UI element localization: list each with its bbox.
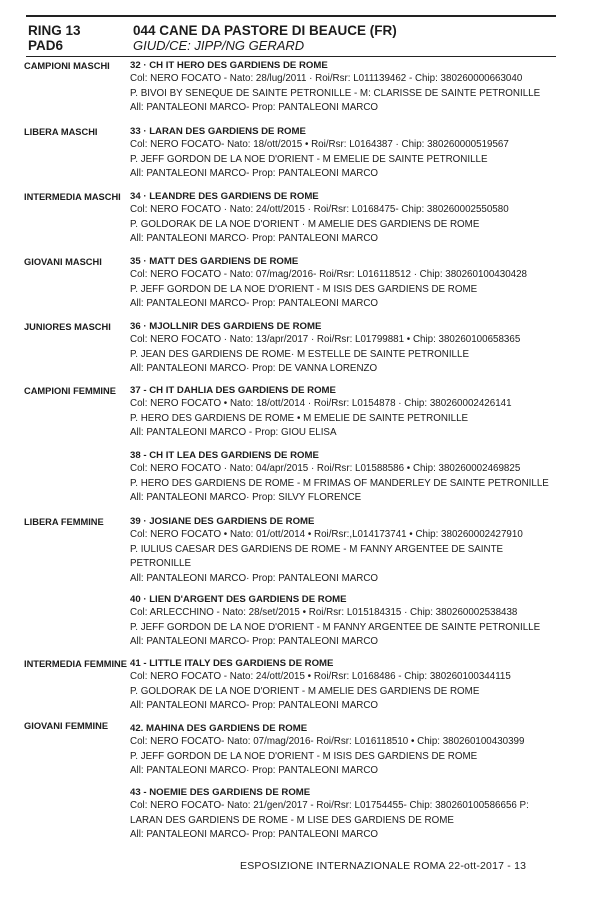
entry-owner: All: PANTALEONI MARCO· Prop: DE VANNA LORENZO xyxy=(130,363,378,374)
judge-name: GIUD/CE: JIPP/NG GERARD xyxy=(133,38,305,53)
entry-details: Col: NERO FOCATO- Nato: 07/mag/2016- Roi/Rsr: L016118510 • Chip: 380260100430399 xyxy=(130,736,525,747)
entry-37 xyxy=(130,385,570,441)
entry-details: Col: NERO FOCATO - Nato: 07/mag/2016- Roi/Rsr: L016118512 · Chip: 380260100430428 xyxy=(130,269,527,280)
category-libera-femmine: LIBERA FEMMINE xyxy=(24,517,104,527)
ring-number: RING 13 xyxy=(28,23,81,38)
entry-title: 35 · MATT DES GARDIENS DE ROME xyxy=(130,256,299,267)
entry-39 xyxy=(130,516,570,586)
category-campioni-femmine: CAMPIONI FEMMINE xyxy=(24,386,116,396)
header-rule xyxy=(26,56,556,57)
entry-parents: P. GOLDORAK DE LA NOE D'ORIENT · M AMELIE DES GARDIENS DE ROME xyxy=(130,218,480,230)
category-campioni-maschi: CAMPIONI MASCHI xyxy=(24,61,110,71)
entry-title: 33 · LARAN DES GARDIENS DE ROME xyxy=(130,126,306,137)
entry-42 xyxy=(130,723,570,779)
entry-details: Col: NERO FOCATO · Nato: 13/apr/2017 · Roi/Rsr: L01799881 • Chip: 380260100658365 xyxy=(130,334,521,345)
category-giovani-maschi: GIOVANI MASCHI xyxy=(24,257,102,267)
entry-33 xyxy=(130,126,570,182)
entry-details: Col: ARLECCHINO - Nato: 28/set/2015 • Roi/Rsr: L015184315 · Chip: 380260002538438 xyxy=(130,607,518,618)
entry-details: Col: NERO FOCATO - Nato: 24/ott/2015 • Roi/Rsr: L0168486 - Chip: 380260100344115 xyxy=(130,671,511,682)
entry-details: Col: NERO FOCATO- Nato: 21/gen/2017 - Roi/Rsr: L01754455- Chip: 380260100586656 P: xyxy=(130,800,529,811)
entry-32 xyxy=(130,60,570,116)
entry-owner: All: PANTALEONI MARCO· Prop: PANTALEONI MARCO xyxy=(130,765,379,776)
entry-title: 34 · LEANDRE DES GARDIENS DE ROME xyxy=(130,191,319,202)
entry-parents: P. JEFF GORDON DE LA NOE D'ORIENT - M EMELIE DE SAINTE PETRONILLE xyxy=(130,153,488,165)
entry-owner: All: PANTALEONI MARCO- Prop: PANTALEONI MARCO xyxy=(130,700,379,711)
entry-36 xyxy=(130,321,570,377)
entry-parents: P. JEAN DES GARDIENS DE ROME· M ESTELLE DE SAINTE PETRONILLE xyxy=(130,348,469,360)
entry-43 xyxy=(130,787,570,843)
entry-38 xyxy=(130,450,570,506)
entry-parents: P. BIVOI BY SENEQUE DE SAINTE PETRONILLE - M: CLARISSE DE SAINTE PETRONILLE xyxy=(130,87,541,99)
category-libera-maschi: LIBERA MASCHI xyxy=(24,127,98,137)
entry-parents: P. HERO DES GARDIENS DE ROME - M FRIMAS OF MANDERLEY DE SAINTE PETRONILLE xyxy=(130,477,549,489)
entry-owner: All: PANTALEONI MARCO- Prop: PANTALEONI MARCO xyxy=(130,102,379,113)
entry-details: Col: NERO FOCATO · Nato: 24/ott/2015 · Roi/Rsr: L0168475- Chip: 380260002550580 xyxy=(130,204,509,215)
entry-title: 36 · MJOLLNIR DES GARDIENS DE ROME xyxy=(130,321,322,332)
entry-title: 43 - NOEMIE DES GARDIENS DE ROME xyxy=(130,787,311,798)
category-intermedia-femmine: INTERMEDIA FEMMINE xyxy=(24,659,127,669)
entry-title: 42. MAHINA DES GARDIENS DE ROME xyxy=(130,723,308,734)
entry-title: 39 · JOSIANE DES GARDIENS DE ROME xyxy=(130,516,315,527)
entry-owner: All: PANTALEONI MARCO- Prop: PANTALEONI MARCO xyxy=(130,298,379,309)
entry-title: 40 · LIEN D'ARGENT DES GARDIENS DE ROME xyxy=(130,594,347,605)
entry-details: Col: NERO FOCATO- Nato: 18/ott/2015 • Roi/Rsr: L0164387 · Chip: 380260000519567 xyxy=(130,139,509,150)
entry-details: Col: NERO FOCATO · Nato: 04/apr/2015 · Roi/Rsr: L01588586 • Chip: 380260002469825 xyxy=(130,463,521,474)
top-rule xyxy=(26,15,556,17)
entry-owner: All: PANTALEONI MARCO- Prop: PANTALEONI MARCO xyxy=(130,829,379,840)
entry-owner: All: PANTALEONI MARCO - Prop: GIOU ELISA xyxy=(130,427,337,438)
entry-owner: All: PANTALEONI MARCO- Prop: PANTALEONI MARCO xyxy=(130,636,379,647)
category-intermedia-maschi: INTERMEDIA MASCHI xyxy=(24,192,121,202)
entry-parents: P. GOLDORAK DE LA NOE D'ORIENT - M AMELIE DES GARDIENS DE ROME xyxy=(130,685,480,697)
entry-title: 38 - CH IT LEA DES GARDIENS DE ROME xyxy=(130,450,319,461)
entry-parents: P. HERO DES GARDIENS DE ROME • M EMELIE DE SAINTE PETRONILLE xyxy=(130,412,469,424)
entry-34 xyxy=(130,191,570,247)
breed-title: 044 CANE DA PASTORE DI BEAUCE (FR) xyxy=(133,23,397,38)
entry-parents: P. IULIUS CAESAR DES GARDIENS DE ROME - M FANNY ARGENTEE DE SAINTE PETRONILLE xyxy=(130,543,504,569)
entry-details: Col: NERO FOCATO • Nato: 01/ott/2014 • Roi/Rsr:,L014173741 • Chip: 380260002427910 xyxy=(130,529,523,540)
page-footer: ESPOSIZIONE INTERNAZIONALE ROMA 22-ott-2017 - 13 xyxy=(240,860,527,872)
entry-owner: All: PANTALEONI MARCO· Prop: SILVY FLORENCE xyxy=(130,492,362,503)
entry-details: Col: NERO FOCATO • Nato: 18/ott/2014 · Roi/Rsr: L0154878 · Chip: 380260002426141 xyxy=(130,398,512,409)
pavilion-label: PAD6 xyxy=(28,38,64,53)
category-giovani-femmine: GIOVANI FEMMINE xyxy=(24,721,109,731)
entry-parents: P. JEFF GORDON DE LA NOE D'ORIENT - M ISIS DES GARDIENS DE ROME xyxy=(130,750,478,762)
entry-parents: LARAN DES GARDIENS DE ROME - M LISE DES GARDIENS DE ROME xyxy=(130,814,454,826)
entry-40 xyxy=(130,594,570,650)
entry-owner: All: PANTALEONI MARCO· Prop: PANTALEONI MARCO xyxy=(130,572,379,584)
entry-41 xyxy=(130,658,570,714)
entry-35 xyxy=(130,256,570,312)
entry-title: 41 - LITTLE ITALY DES GARDIENS DE ROME xyxy=(130,658,334,669)
entry-details: Col: NERO FOCATO - Nato: 28/lug/2011 · Roi/Rsr: L011139462 - Chip: 380260000663040 xyxy=(130,73,523,84)
entry-owner: All: PANTALEONI MARCO- Prop: PANTALEONI MARCO xyxy=(130,168,379,179)
entry-title: 32 · CH IT HERO DES GARDIENS DE ROME xyxy=(130,60,328,71)
category-juniores-maschi: JUNIORES MASCHI xyxy=(24,322,111,332)
entry-title: 37 - CH IT DAHLIA DES GARDIENS DE ROME xyxy=(130,385,336,396)
entry-parents: P. JEFF GORDON DE LA NOE D'ORIENT - M FANNY ARGENTEE DE SAINTE PETRONILLE xyxy=(130,621,541,633)
entry-owner: All: PANTALEONI MARCO· Prop: PANTALEONI MARCO xyxy=(130,233,379,244)
entry-parents: P. JEFF GORDON DE LA NOE D'ORIENT - M ISIS DES GARDIENS DE ROME xyxy=(130,283,478,295)
